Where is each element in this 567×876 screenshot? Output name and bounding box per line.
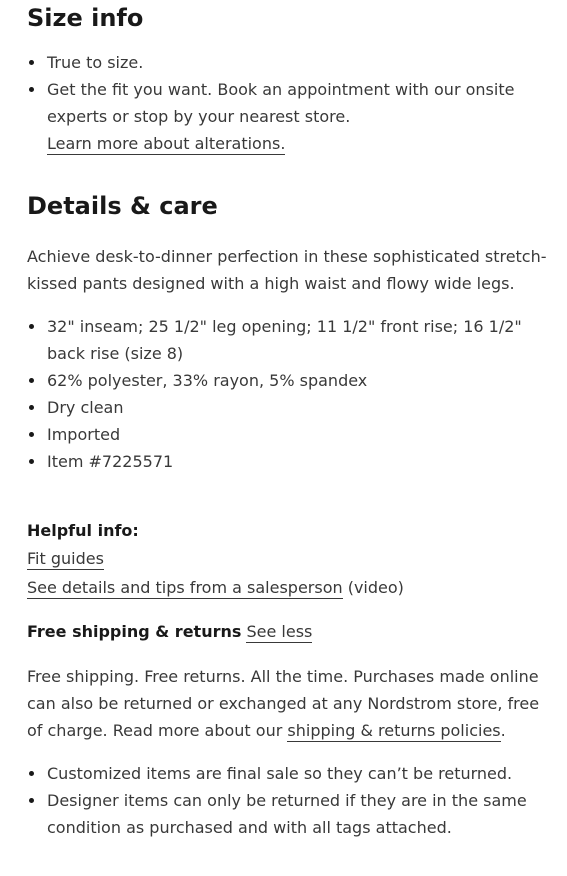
size-info-item <box>47 76 553 157</box>
return-rule-item: Customized items are final sale so they can’t be returned. <box>47 760 553 787</box>
size-info-item-text: Get the fit you want. Book an appointment with our onsite experts or stop by your nearest store. <box>47 80 515 126</box>
shipping-description <box>27 663 553 744</box>
shipping-description-text: Free shipping. Free returns. All the time. Purchases made online can also be returned or exchanged at any Nordstrom store, free of charge. Read more about our <box>27 667 540 740</box>
detail-item-measurements: 32" inseam; 25 1/2" leg opening; 11 1/2" front rise; 16 1/2" back rise (size 8) <box>47 313 553 367</box>
detail-item-number: Item #7225571 <box>47 448 553 475</box>
details-list <box>27 313 553 475</box>
return-rules-list <box>27 760 553 841</box>
details-care-heading: Details & care <box>27 192 218 220</box>
video-label: (video) <box>347 578 404 597</box>
detail-item-material: 62% polyester, 33% rayon, 5% spandex <box>47 367 553 394</box>
product-description: Achieve desk-to-dinner perfection in these sophisticated stretch-kissed pants designed with a high waist and flowy wide legs. <box>27 247 547 293</box>
shipping-policies-link[interactable]: shipping & returns policies <box>287 721 501 740</box>
salesperson-video-link[interactable]: See details and tips from a salesperson <box>27 578 343 597</box>
alterations-link[interactable]: Learn more about alterations. <box>47 134 286 153</box>
shipping-description-end: . <box>500 721 506 740</box>
detail-item-origin: Imported <box>47 421 553 448</box>
fit-guides-link[interactable]: Fit guides <box>27 549 104 568</box>
detail-item-care: Dry clean <box>47 394 553 421</box>
fit-guides-row <box>27 544 553 573</box>
salesperson-row <box>27 573 553 602</box>
shipping-returns-heading: Free shipping & returns <box>27 622 242 641</box>
see-less-toggle[interactable]: See less <box>246 622 313 641</box>
size-info-list <box>27 49 553 157</box>
helpful-info-heading: Helpful info: <box>27 521 139 540</box>
return-rule-item: Designer items can only be returned if they are in the same condition as purchased and with all tags attached. <box>47 787 553 841</box>
helpful-info-section <box>27 517 553 602</box>
size-info-item: True to size. <box>47 49 553 76</box>
shipping-returns-header <box>27 618 553 645</box>
size-info-heading: Size info <box>27 4 144 32</box>
